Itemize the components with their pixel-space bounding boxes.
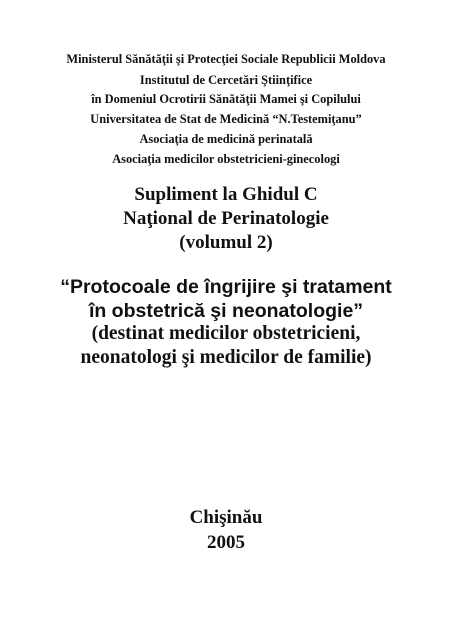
supplement-line-2: Naţional de Perinatologie [123, 208, 329, 229]
institution-ministry: Ministerul Sănătăţii şi Protecţiei Sociale Republicii Moldova [66, 52, 386, 66]
supplement-line-1: Supliment la Ghidul C [134, 184, 318, 205]
audience-line-2: neonatologi şi medicilor de familie) [80, 347, 372, 368]
audience-line-1: (destinat medicilor obstetricieni, [91, 323, 361, 344]
publication-year: 2005 [207, 532, 245, 553]
institution-research-institute: Institutul de Cercetări Ştiinţifice [139, 73, 313, 87]
institution-research-domain: în Domeniul Ocrotirii Sănătăţii Mamei şi Copilului [91, 92, 361, 106]
institution-obgyn-association: Asociaţia medicilor obstetricieni-ginecologi [112, 152, 340, 166]
protocol-title-line-1: “Protocoale de îngrijire şi tratament [60, 276, 392, 298]
publication-place: Chişinău [189, 507, 263, 528]
supplement-volume: (volumul 2) [179, 232, 273, 253]
institution-perinatal-association: Asociaţia de medicină perinatală [139, 132, 313, 146]
institution-university: Universitatea de Stat de Medicină “N.Testemiţanu” [90, 112, 362, 126]
protocol-title-line-2: în obstetrică şi neonatologie” [88, 300, 364, 322]
